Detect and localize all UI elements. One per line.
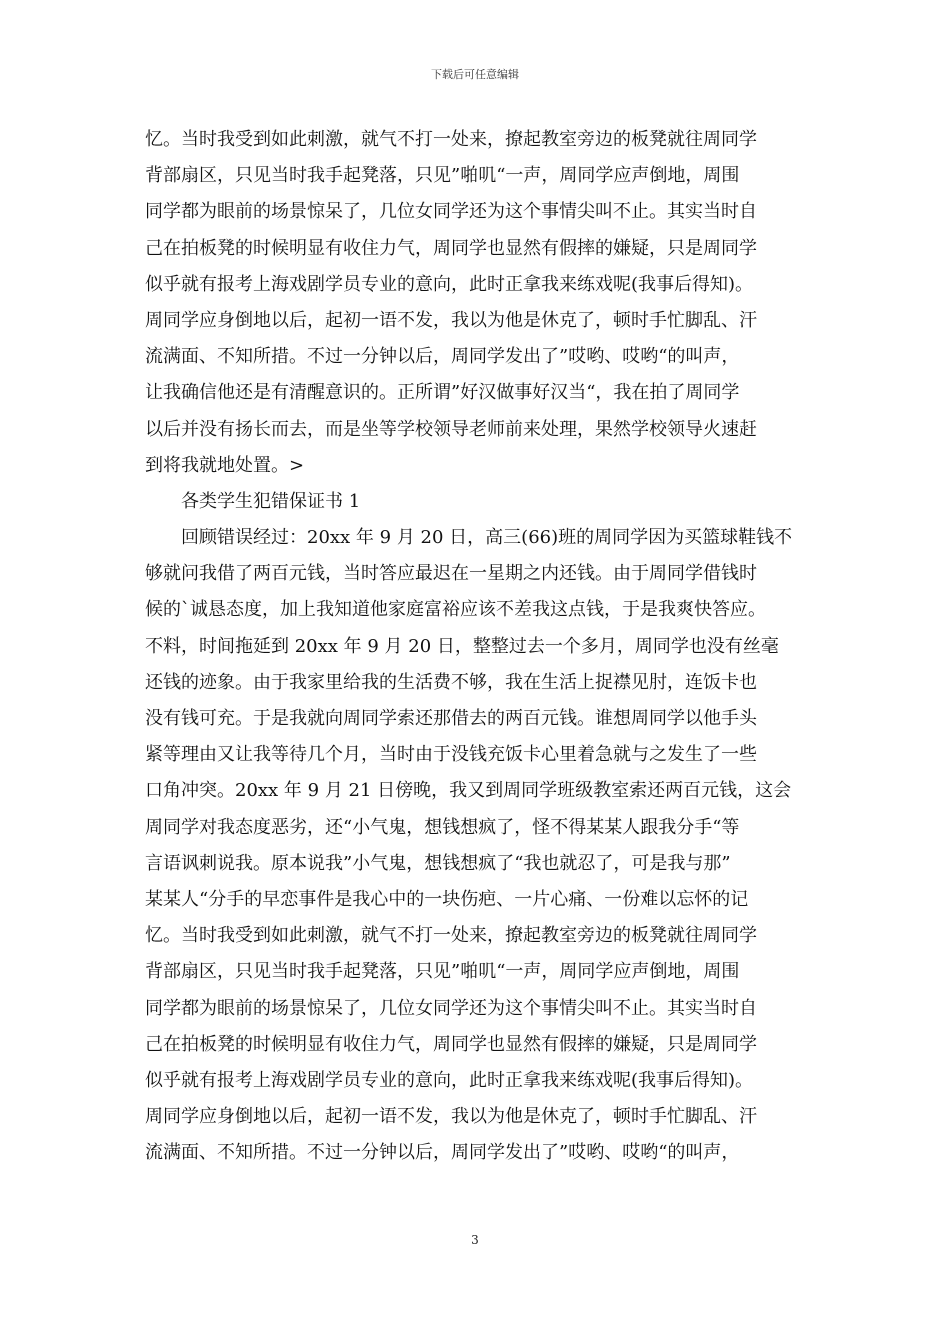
text-line: 同学都为眼前的场景惊呆了，几位女同学还为这个事情尖叫不止。其实当时自	[145, 997, 757, 1019]
text-line: 背部扇区，只见当时我手起凳落，只见”啪叽“一声，周同学应声倒地，周围	[145, 961, 740, 983]
text-line: 口角冲突。20xx 年 9 月 21 日傍晚，我又到周同学班级教室索还两百元钱，这会	[145, 780, 792, 802]
text-line: 似乎就有报考上海戏剧学员专业的意向，此时正拿我来练戏呢(我事后得知)。	[145, 273, 754, 295]
text-line: 紧等理由又让我等待几个月，当时由于没钱充饭卡心里着急就与之发生了一些	[145, 744, 757, 766]
text-line: 不料，时间拖延到 20xx 年 9 月 20 日，整整过去一个多月，周同学也没有丝毫	[145, 635, 779, 657]
section-heading: 各类学生犯错保证书 1	[181, 490, 361, 512]
text-line: 还钱的迹象。由于我家里给我的生活费不够，我在生活上捉襟见肘，连饭卡也	[145, 671, 757, 693]
page-number: 3	[471, 1233, 479, 1247]
text-line: 某某人“分手的早恋事件是我心中的一块伤疤、一片心痛、一份难以忘怀的记	[145, 888, 749, 910]
text-line: 忆。当时我受到如此刺激，就气不打一处来，撩起教室旁边的板凳就往周同学	[145, 925, 757, 947]
text-line: 没有钱可充。于是我就向周同学索还那借去的两百元钱。谁想周同学以他手头	[145, 708, 757, 729]
text-line: 周同学对我态度恶劣，还“小气鬼，想钱想疯了，怪不得某某人跟我分手“等	[145, 816, 740, 838]
text-line: 言语讽刺说我。原本说我”小气鬼，想钱想疯了“我也就忍了，可是我与那”	[145, 852, 731, 874]
text-line: 己在拍板凳的时候明显有收住力气，周同学也显然有假摔的嫌疑，只是周同学	[145, 237, 757, 259]
text-line: 以后并没有扬长而去，而是坐等学校领导老师前来处理，果然学校领导火速赶	[145, 418, 757, 440]
text-line: 同学都为眼前的场景惊呆了，几位女同学还为这个事情尖叫不止。其实当时自	[145, 201, 757, 223]
text-line: 到将我就地处置。>	[145, 454, 305, 476]
document-body	[145, 122, 805, 1171]
text-line: 候的`诚恳态度，加上我知道他家庭富裕应该不差我这点钱，于是我爽快答应。	[145, 599, 766, 621]
page-header: 下载后可任意编辑	[431, 68, 519, 81]
text-line: 忆。当时我受到如此刺激，就气不打一处来，撩起教室旁边的板凳就往周同学	[145, 129, 757, 150]
text-line: 背部扇区，只见当时我手起凳落，只见”啪叽“一声，周同学应声倒地，周围	[145, 165, 740, 187]
text-line: 回顾错误经过：20xx 年 9 月 20 日，高三(66)班的周同学因为买篮球鞋钱不	[181, 527, 793, 549]
text-line: 流满面、不知所措。不过一分钟以后，周同学发出了”哎哟、哎哟“的叫声，	[145, 346, 740, 368]
text-line: 够就问我借了两百元钱，当时答应最迟在一星期之内还钱。由于周同学借钱时	[145, 563, 757, 585]
text-line: 让我确信他还是有清醒意识的。正所谓”好汉做事好汉当“，我在拍了周同学	[145, 382, 740, 404]
text-line: 周同学应身倒地以后，起初一语不发，我以为他是休克了，顿时手忙脚乱、汗	[145, 309, 757, 331]
text-line: 流满面、不知所措。不过一分钟以后，周同学发出了”哎哟、哎哟“的叫声，	[145, 1142, 740, 1164]
text-line: 似乎就有报考上海戏剧学员专业的意向，此时正拿我来练戏呢(我事后得知)。	[145, 1069, 754, 1091]
text-line: 周同学应身倒地以后，起初一语不发，我以为他是休克了，顿时手忙脚乱、汗	[145, 1106, 757, 1128]
text-line: 己在拍板凳的时候明显有收住力气，周同学也显然有假摔的嫌疑，只是周同学	[145, 1033, 757, 1055]
